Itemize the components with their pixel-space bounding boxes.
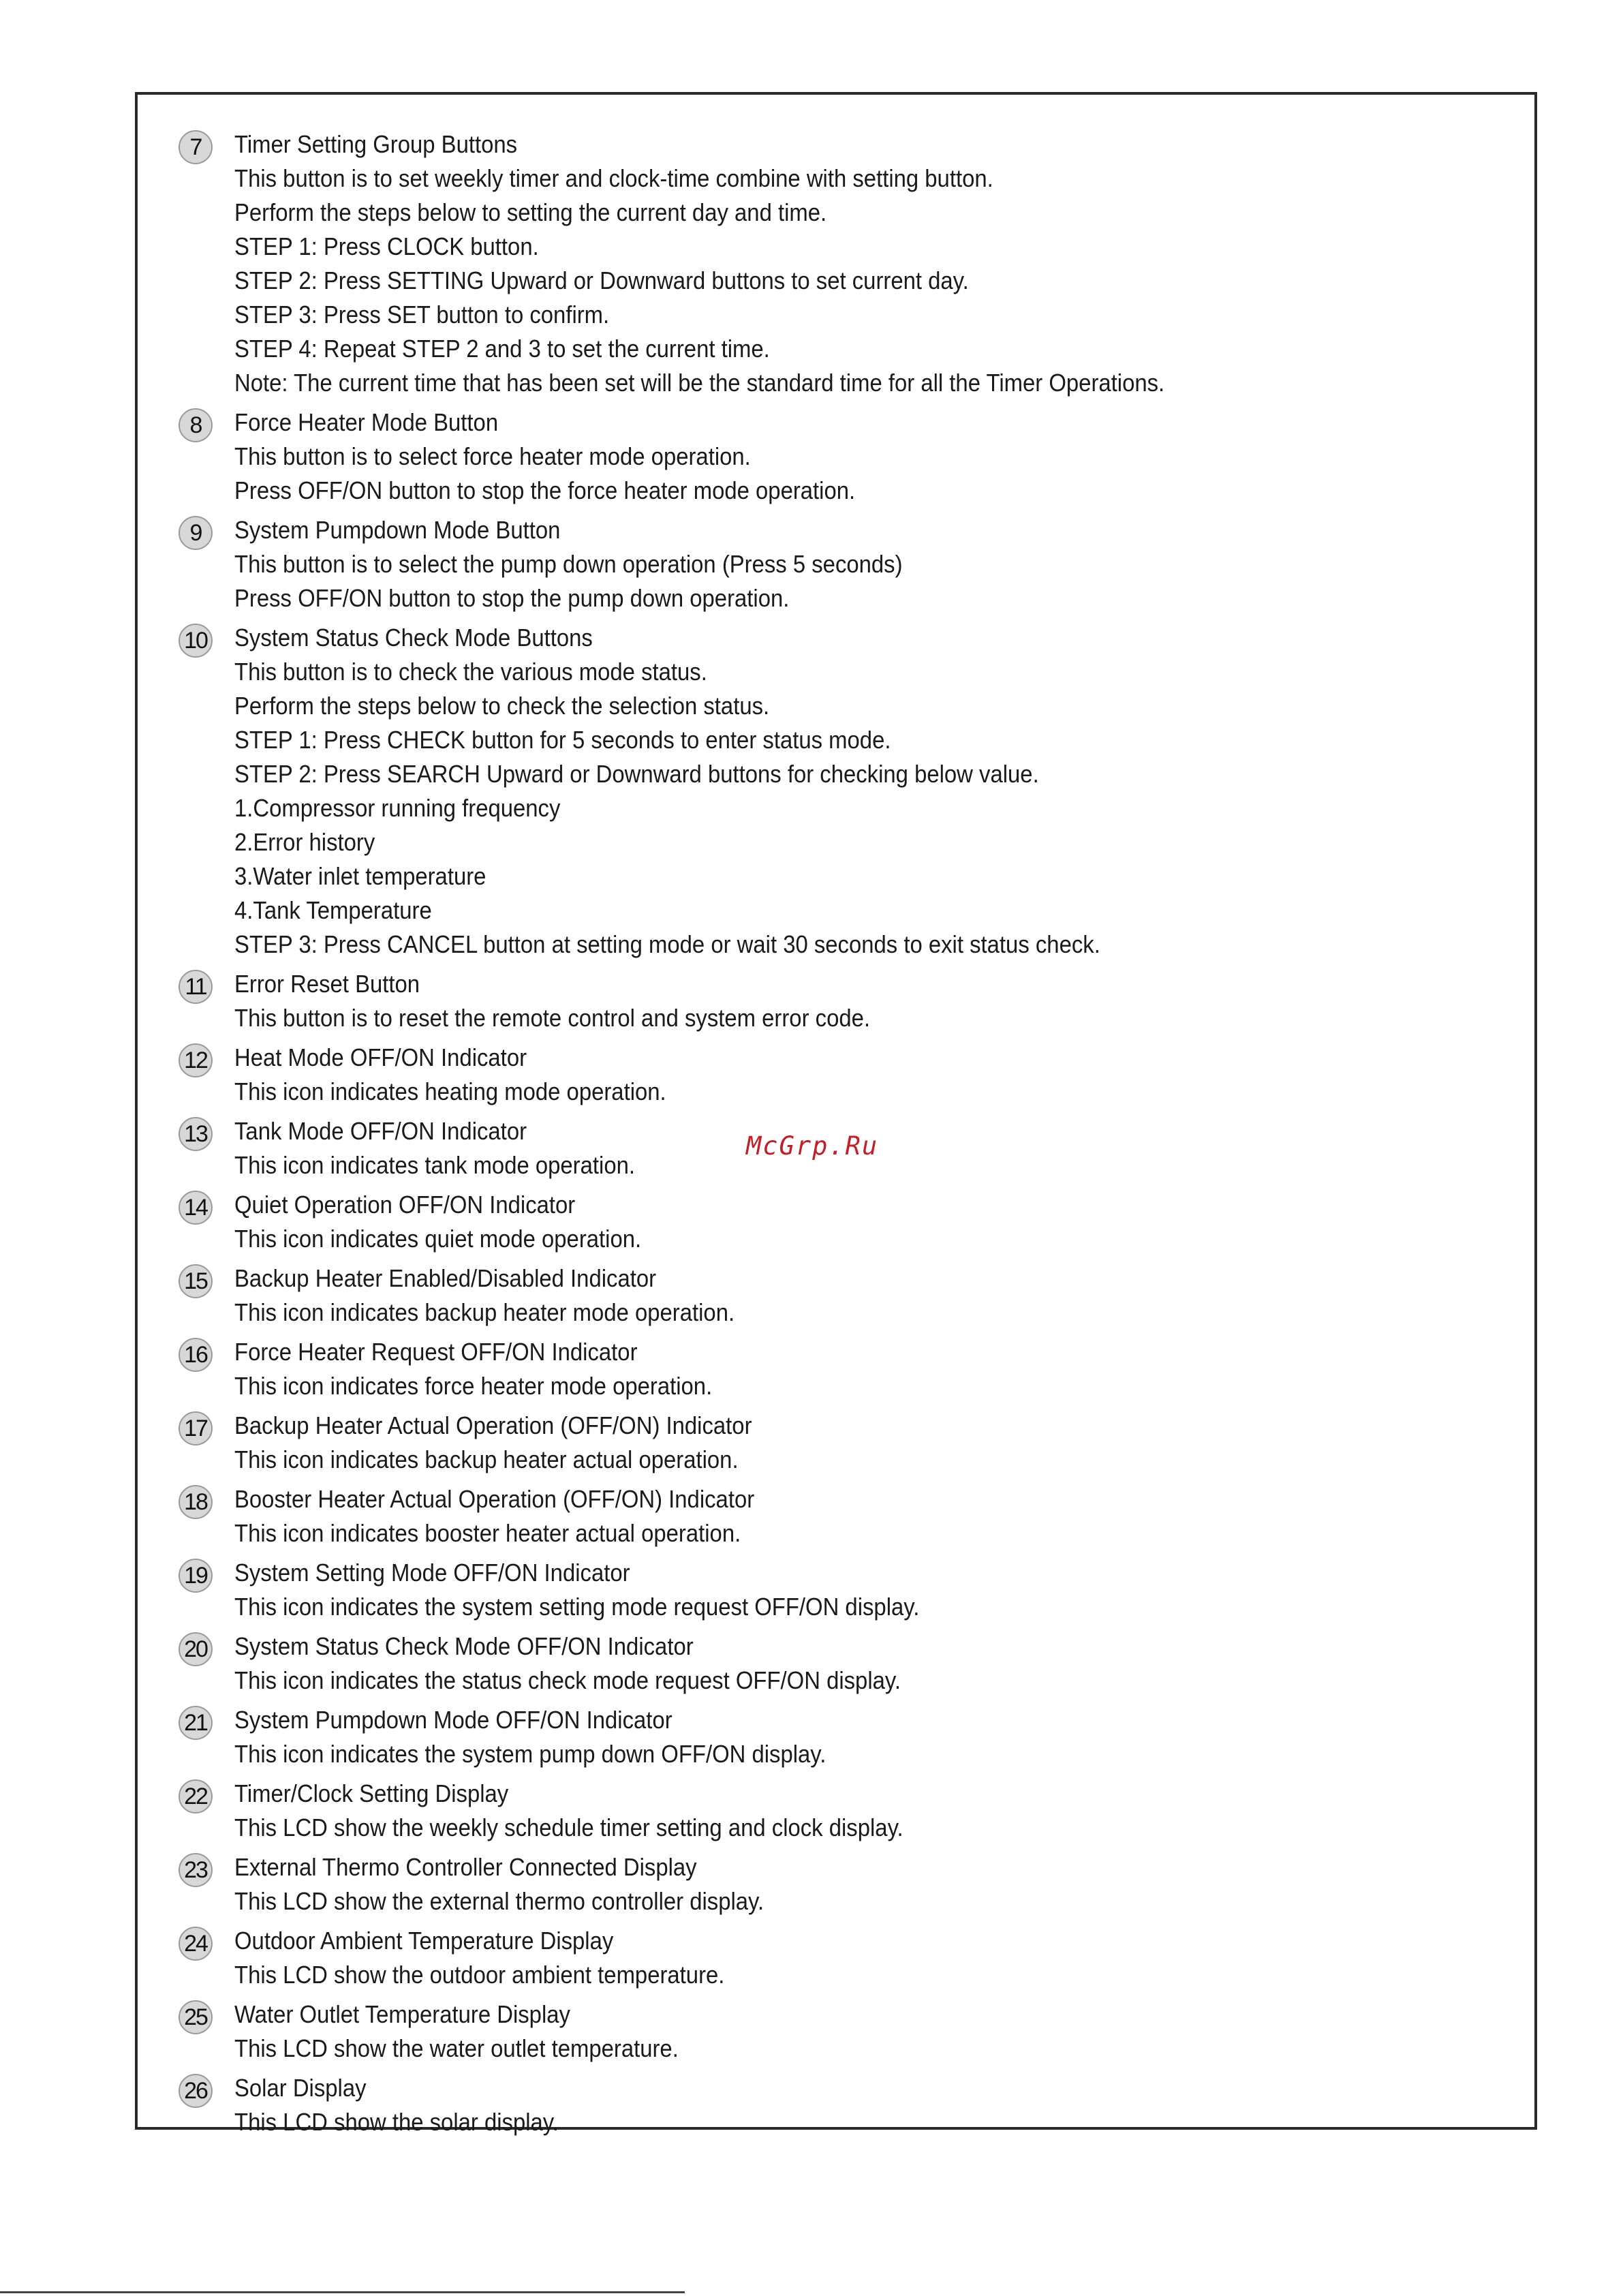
entry-title: System Setting Mode OFF/ON Indicator bbox=[234, 1559, 630, 1587]
entry-item-21 bbox=[179, 1703, 1507, 1771]
entry-description-line: 2.Error history bbox=[234, 828, 375, 856]
entry-title: Backup Heater Actual Operation (OFF/ON) Indicator bbox=[234, 1411, 752, 1439]
entry-item-9 bbox=[179, 513, 1507, 615]
entry-description-line: This button is to select the pump down operation (Press 5 seconds) bbox=[234, 550, 903, 578]
entry-number-badge: 26 bbox=[179, 2074, 213, 2108]
entry-title: Water Outlet Temperature Display bbox=[234, 2000, 570, 2028]
entry-title: System Status Check Mode Buttons bbox=[234, 624, 593, 652]
entry-number-badge: 23 bbox=[179, 1853, 213, 1887]
entry-description-line: This icon indicates backup heater actual operation. bbox=[234, 1445, 739, 1473]
entry-description-line: This icon indicates heating mode operation. bbox=[234, 1077, 666, 1105]
entry-number-badge: 10 bbox=[179, 624, 213, 658]
entry-item-11 bbox=[179, 967, 1507, 1035]
entry-item-14 bbox=[179, 1188, 1507, 1256]
entry-item-26 bbox=[179, 2071, 1507, 2139]
entry-description-line: STEP 3: Press CANCEL button at setting mode or wait 30 seconds to exit status check. bbox=[234, 930, 1100, 958]
entry-title: System Pumpdown Mode OFF/ON Indicator bbox=[234, 1706, 673, 1734]
entry-description-line: 4.Tank Temperature bbox=[234, 896, 432, 924]
entry-item-7 bbox=[179, 127, 1507, 400]
entry-item-12 bbox=[179, 1041, 1507, 1109]
entry-item-23 bbox=[179, 1850, 1507, 1918]
entry-description-line: STEP 1: Press CHECK button for 5 seconds to enter status mode. bbox=[234, 726, 891, 754]
entry-number-badge: 19 bbox=[179, 1559, 213, 1593]
entry-title: Solar Display bbox=[234, 2074, 367, 2102]
entry-title: Force Heater Mode Button bbox=[234, 408, 499, 436]
entry-description-line: This icon indicates quiet mode operation. bbox=[234, 1225, 642, 1253]
entry-description-line: This icon indicates force heater mode operation. bbox=[234, 1372, 713, 1400]
entry-title: Timer Setting Group Buttons bbox=[234, 130, 518, 158]
entry-item-15 bbox=[179, 1261, 1507, 1330]
entry-description-line: This icon indicates booster heater actual operation. bbox=[234, 1519, 741, 1547]
entry-number-badge: 21 bbox=[179, 1706, 213, 1740]
entry-number-badge: 25 bbox=[179, 2000, 213, 2034]
entry-title: Booster Heater Actual Operation (OFF/ON) Indicator bbox=[234, 1485, 755, 1513]
entry-item-8 bbox=[179, 405, 1507, 508]
entry-description-line: This button is to reset the remote control and system error code. bbox=[234, 1004, 871, 1032]
entry-title: Outdoor Ambient Temperature Display bbox=[234, 1927, 614, 1955]
entry-title: Backup Heater Enabled/Disabled Indicator bbox=[234, 1264, 657, 1292]
entry-number-badge: 18 bbox=[179, 1485, 213, 1519]
entry-number-badge: 11 bbox=[179, 970, 213, 1004]
entry-item-19 bbox=[179, 1556, 1507, 1624]
entry-title: Error Reset Button bbox=[234, 970, 420, 998]
entry-description-line: STEP 2: Press SEARCH Upward or Downward buttons for checking below value. bbox=[234, 760, 1039, 788]
watermark: McGrp.Ru bbox=[746, 1131, 879, 1161]
entry-item-10 bbox=[179, 621, 1507, 962]
entry-description-line: Perform the steps below to check the selection status. bbox=[234, 692, 770, 720]
entry-description-line: Press OFF/ON button to stop the pump down operation. bbox=[234, 584, 790, 612]
entry-description-line: This LCD show the water outlet temperature. bbox=[234, 2034, 679, 2062]
entry-description-line: This button is to check the various mode status. bbox=[234, 658, 707, 686]
entry-description-line: This LCD show the external thermo controller display. bbox=[234, 1887, 764, 1915]
entry-description-line: This icon indicates the system pump down OFF/ON display. bbox=[234, 1740, 826, 1768]
entry-description-line: This button is to select force heater mode operation. bbox=[234, 442, 751, 470]
entry-number-badge: 17 bbox=[179, 1411, 213, 1445]
entry-description-line: STEP 1: Press CLOCK button. bbox=[234, 232, 539, 260]
entry-number-badge: 14 bbox=[179, 1191, 213, 1225]
entry-title: Heat Mode OFF/ON Indicator bbox=[234, 1043, 527, 1071]
entry-item-17 bbox=[179, 1409, 1507, 1477]
entry-description-line: 1.Compressor running frequency bbox=[234, 794, 561, 822]
entry-number-badge: 24 bbox=[179, 1927, 213, 1961]
entry-number-badge: 15 bbox=[179, 1264, 213, 1298]
entry-description-line: STEP 2: Press SETTING Upward or Downward buttons to set current day. bbox=[234, 266, 969, 294]
entry-description-line: This icon indicates the system setting mode request OFF/ON display. bbox=[234, 1593, 920, 1621]
entry-description-line: Press OFF/ON button to stop the force heater mode operation. bbox=[234, 476, 856, 504]
entry-description-line: This button is to set weekly timer and clock-time combine with setting button. bbox=[234, 164, 993, 192]
entry-item-18 bbox=[179, 1482, 1507, 1550]
entry-title: External Thermo Controller Connected Display bbox=[234, 1853, 697, 1881]
entry-description-line: STEP 4: Repeat STEP 2 and 3 to set the current time. bbox=[234, 335, 770, 363]
entry-number-badge: 9 bbox=[179, 516, 213, 550]
entry-title: System Pumpdown Mode Button bbox=[234, 516, 561, 544]
entry-description-line: This LCD show the solar display. bbox=[234, 2108, 559, 2136]
entry-number-badge: 8 bbox=[179, 408, 213, 442]
entry-number-badge: 22 bbox=[179, 1779, 213, 1813]
entry-title: Timer/Clock Setting Display bbox=[234, 1779, 509, 1807]
entry-description-line: This LCD show the outdoor ambient temperature. bbox=[234, 1961, 725, 1989]
entry-description-line: 3.Water inlet temperature bbox=[234, 862, 486, 890]
entry-number-badge: 12 bbox=[179, 1043, 213, 1077]
entry-number-badge: 16 bbox=[179, 1338, 213, 1372]
entry-description-line: STEP 3: Press SET button to confirm. bbox=[234, 301, 610, 328]
entry-number-badge: 20 bbox=[179, 1632, 213, 1666]
entry-title: Quiet Operation OFF/ON Indicator bbox=[234, 1191, 576, 1219]
entry-description-line: This icon indicates the status check mode request OFF/ON display. bbox=[234, 1666, 901, 1694]
entry-number-badge: 13 bbox=[179, 1117, 213, 1151]
entry-description-line: This icon indicates backup heater mode operation. bbox=[234, 1298, 735, 1326]
entry-description-line: Perform the steps below to setting the current day and time. bbox=[234, 198, 827, 226]
entry-item-22 bbox=[179, 1777, 1507, 1845]
entry-number-badge: 7 bbox=[179, 130, 213, 164]
entry-description-line: This LCD show the weekly schedule timer setting and clock display. bbox=[234, 1813, 903, 1841]
entry-item-16 bbox=[179, 1335, 1507, 1403]
content-frame bbox=[135, 92, 1537, 2136]
entry-description-line: This icon indicates tank mode operation. bbox=[234, 1151, 635, 1179]
entry-description-line: Note: The current time that has been set will be the standard time for all the Timer Operations. bbox=[234, 369, 1165, 397]
entry-title: System Status Check Mode OFF/ON Indicator bbox=[234, 1632, 694, 1660]
footer-rule bbox=[0, 2291, 685, 2293]
entry-title: Tank Mode OFF/ON Indicator bbox=[234, 1117, 527, 1145]
entry-item-24 bbox=[179, 1924, 1507, 1992]
entry-item-20 bbox=[179, 1629, 1507, 1698]
entry-title: Force Heater Request OFF/ON Indicator bbox=[234, 1338, 638, 1366]
entry-item-25 bbox=[179, 1997, 1507, 2066]
